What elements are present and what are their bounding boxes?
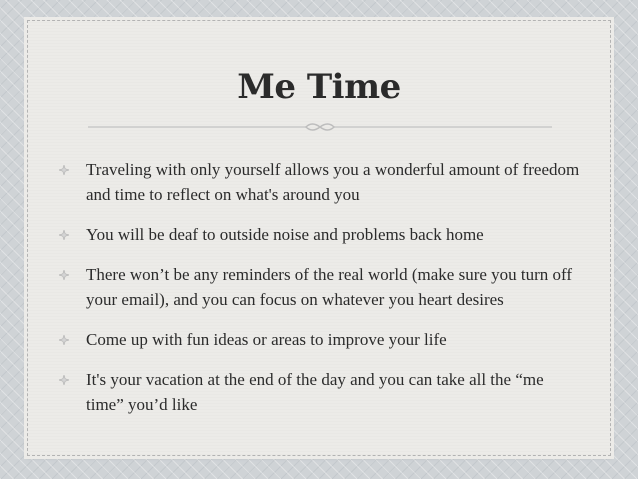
bullet-text: You will be deaf to outside noise and problems back home xyxy=(86,225,484,244)
slide xyxy=(27,20,611,456)
ornamental-divider xyxy=(88,121,552,133)
bullet-text: Traveling with only yourself allows you a wonderful amount of freedom and time to reflect on what's around you xyxy=(86,160,580,204)
bullet-item xyxy=(55,367,585,417)
bullet-text: There won’t be any reminders of the real world (make sure you turn off your email), and you can focus on whatever you heart desires xyxy=(86,265,573,309)
bullet-item xyxy=(55,262,585,312)
slide-title: Me Time xyxy=(237,67,401,107)
bullet-text: Come up with fun ideas or areas to improve your life xyxy=(86,330,447,349)
bullet-item xyxy=(55,222,585,247)
star-bullet-icon xyxy=(59,375,69,385)
star-bullet-icon xyxy=(59,270,69,280)
bullet-item xyxy=(55,327,585,352)
star-bullet-icon xyxy=(59,335,69,345)
bullet-text: It's your vacation at the end of the day and you can take all the “me time” you’d like xyxy=(86,370,544,414)
star-bullet-icon xyxy=(59,165,69,175)
bullet-list xyxy=(55,157,585,432)
star-bullet-icon xyxy=(59,230,69,240)
bullet-item xyxy=(55,157,585,207)
